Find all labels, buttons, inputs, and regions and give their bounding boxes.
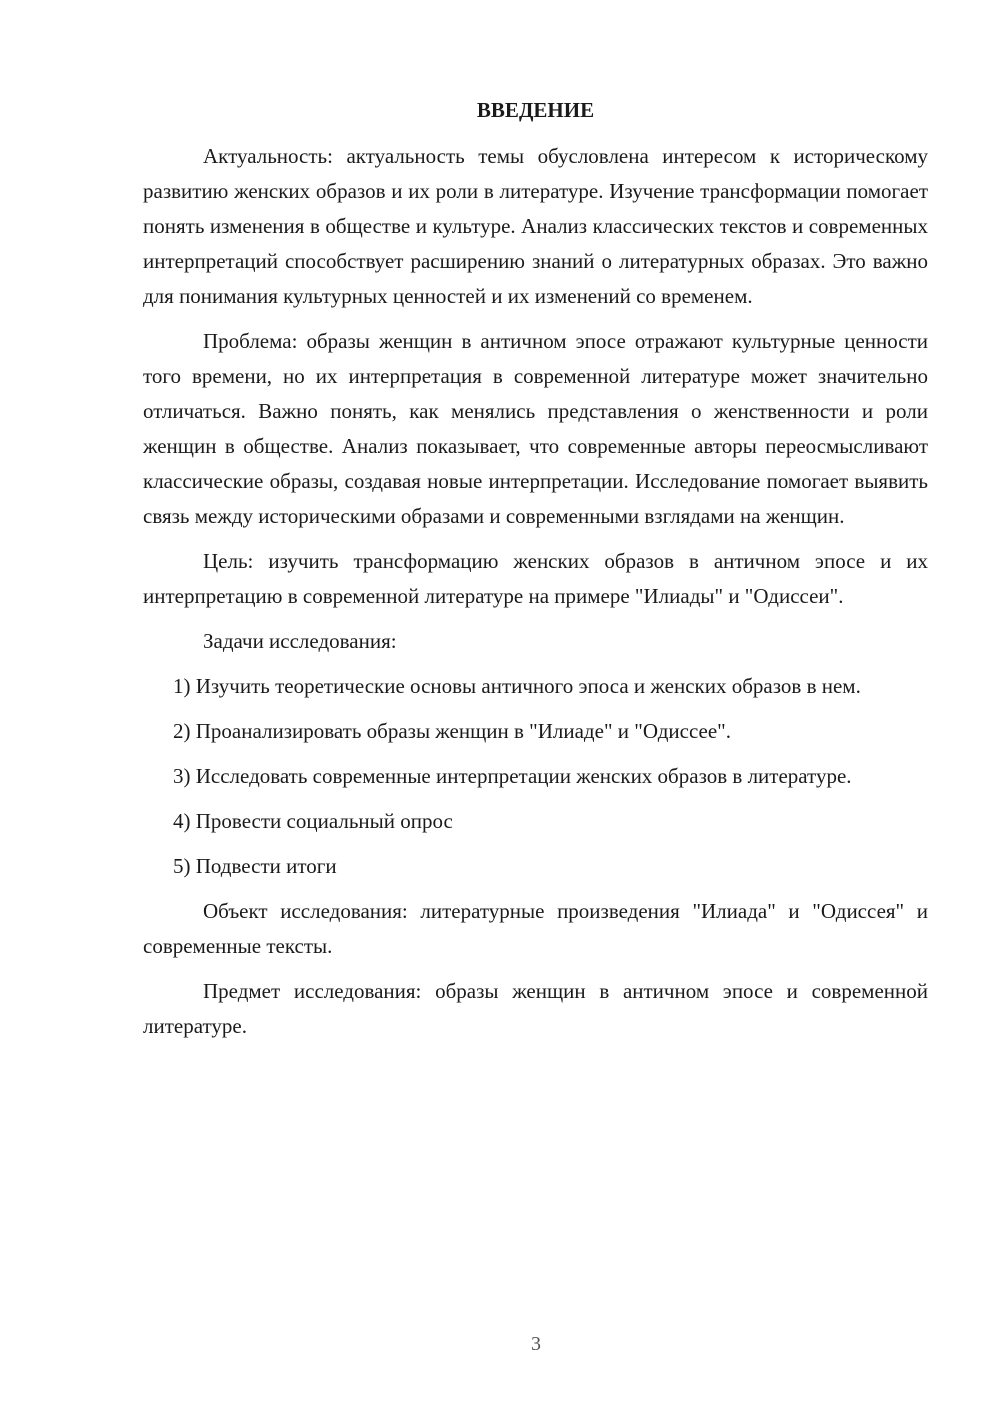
paragraph-relevance: Актуальность: актуальность темы обусловлена интересом к историческому развитию женских образов и их роли в литературе. Изучение трансформации помогает понять изменения в обществе и культуре. Анализ классических текстов и современных интерпретаций способствует расширению знаний о литературных образах. Это важно для понимания культурных ценностей и их изменений со временем. xyxy=(143,144,928,308)
tasks-heading: Задачи исследования: xyxy=(203,629,397,653)
task-item: 2) Проанализировать образы женщин в "Илиаде" и "Одиссее". xyxy=(173,719,731,743)
paragraph-goal: Цель: изучить трансформацию женских образов в античном эпосе и их интерпретацию в современной литературе на примере "Илиады" и "Одиссеи". xyxy=(143,549,928,608)
page-content xyxy=(143,95,928,1054)
task-item: 3) Исследовать современные интерпретации женских образов в литературе. xyxy=(173,764,852,788)
page-number: 3 xyxy=(531,1333,541,1355)
paragraph-problem: Проблема: образы женщин в античном эпосе отражают культурные ценности того времени, но их интерпретация в современной литературе может значительно отличаться. Важно понять, как менялись представления о женственности и роли женщин в обществе. Анализ показывает, что современные авторы переосмысливают классические образы, создавая новые интерпретации. Исследование помогает выявить связь между историческими образами и современными взглядами на женщин. xyxy=(143,329,928,528)
paragraph-subject: Предмет исследования: образы женщин в античном эпосе и современной литературе. xyxy=(143,979,928,1038)
task-item: 1) Изучить теоретические основы античного эпоса и женских образов в нем. xyxy=(173,674,861,698)
task-item: 4) Провести социальный опрос xyxy=(173,809,453,833)
paragraph-object: Объект исследования: литературные произведения "Илиада" и "Одиссея" и современные тексты. xyxy=(143,899,928,958)
task-item: 5) Подвести итоги xyxy=(173,854,337,878)
section-title: ВВЕДЕНИЕ xyxy=(476,98,595,122)
